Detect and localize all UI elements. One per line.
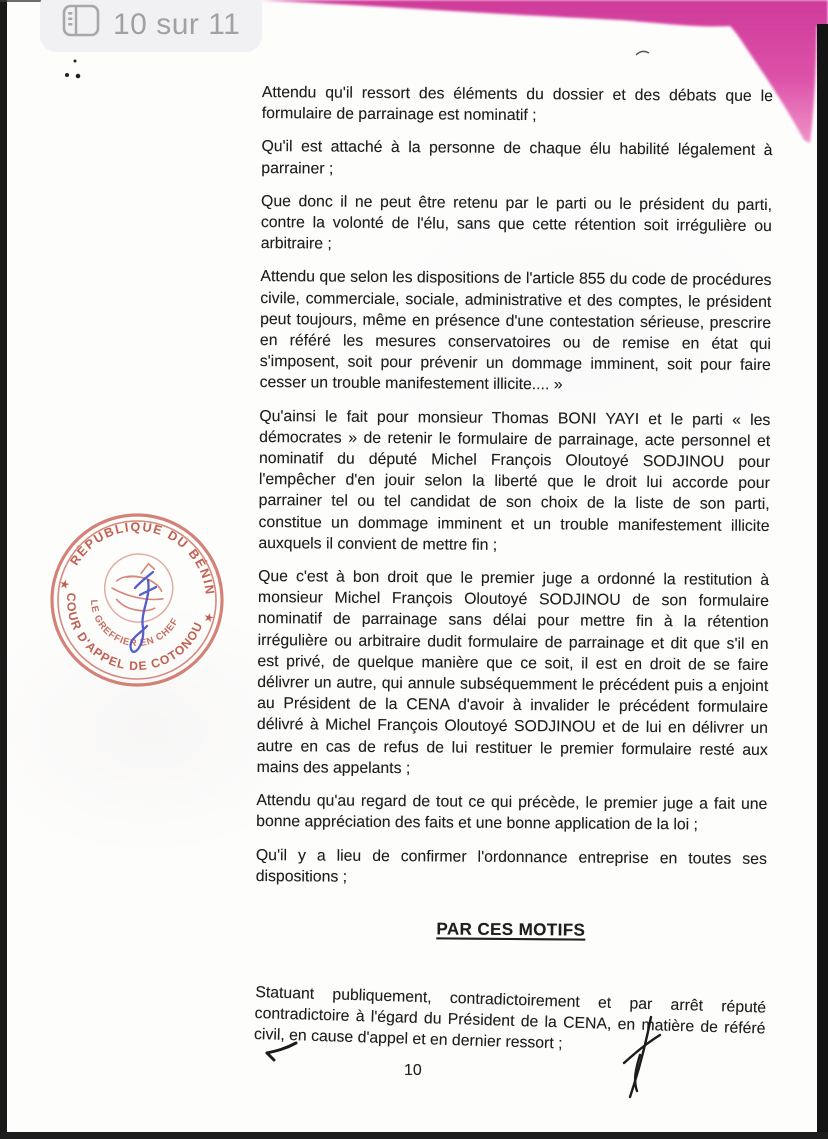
paragraph: Qu'ainsi le fait pour monsieur Thomas BONI YAYI et le parti « les démocrates » de retenir le formulaire de parrainage, acte personnel et nominatif du député Michel François Oloutoyé SODJINOU pour l'empêcher d'en jouir selon la liberté que le droit lui accorde pour parrainer tel ou tel candidat de son choix de la liste de son parti, constitue un dommage imminent et un trouble manifestement illicite auxquels il convient de mettre fin ; <box>258 407 771 554</box>
stamp-top-text: RÉPUBLIQUE DU BÉNIN <box>67 519 218 597</box>
hook-mark <box>267 1043 296 1060</box>
page-number: 10 <box>404 1062 422 1079</box>
stamp-inner-text: LE GREFFIER EN CHEF <box>87 599 182 650</box>
ink-dots <box>65 60 80 79</box>
stamp-bottom-text: COUR D'APPEL DE COTONOU <box>63 592 206 674</box>
motifs-heading: PAR CES MOTIFS <box>436 919 586 940</box>
paragraph: Que c'est à bon droit que le premier juge a ordonné la restitution à monsieur Michel François Oloutoyé SODJINOU de son formulaire nominatif de parrainage sans délai pour mettre fin à la rétention irrégulière ou arbitraire dudit formulaire de parrainage et dit que s'il en est privé, de quelque manière que ce soit, il est en droit de se faire délivrer un autre, qui annule subséquemment le précédent puis a enjoint au Président de la CENA d'avoir à invalider le précédent formulaire délivré à Michel François Oloutoyé SODJINOU et de lui en délivrer un autre en cas de refus de lui restituer le premier formulaire resté aux mains des appelants ; <box>256 568 770 778</box>
paragraph: Attendu que selon les dispositions de l'article 855 du code de procédures civile, commerciale, sociale, administrative et des comptes, le président peut toujours, même en présence d'une contestation sérieuse, prescrire en référé les mesures conservatoires ou de remise en état qui s'imposent, soit pour prévenir un dommage imminent, soit pour faire cesser un trouble manifestement illicite.... » <box>259 268 772 394</box>
paragraph: Qu'il y a lieu de confirmer l'ordonnance entreprise en toutes ses dispositions ; <box>255 846 767 886</box>
stamp-star-right: ★ <box>202 609 216 626</box>
stamp-star-left: ★ <box>57 576 72 593</box>
scan-right-edge <box>817 24 828 1139</box>
scan-top-edge <box>0 0 44 2</box>
scan-bottom-edge <box>0 1132 828 1139</box>
closing-paragraph: Statuant publiquement, contradictoirement et par arrêt réputé contradictoire à l'égard du Président de la CENA, en matière de référé civil, en cause d'appel et en dernier ressort ; <box>253 984 767 1053</box>
paragraph: Qu'il est attaché à la personne de chaque élu habilité légalement à parrainer ; <box>261 138 773 178</box>
paraph-mark <box>624 1017 660 1097</box>
page-indicator-label: 10 sur 11 <box>113 7 241 41</box>
paragraph: Que donc il ne peut être retenu par le parti ou le président du parti, contre la volonté de l'élu, sans que cette rétention soit irrégulière ou arbitraire ; <box>260 192 773 253</box>
paragraph: Attendu qu'il ressort des éléments du dossier et des débats que le formulaire de parrainage est nominatif ; <box>261 83 773 125</box>
reader-pages-icon <box>62 4 100 37</box>
scan-left-edge <box>0 0 7 1139</box>
pen-speck <box>636 51 649 55</box>
page-indicator-pill[interactable] <box>40 0 262 52</box>
paragraph: Attendu qu'au regard de tout ce qui précède, le premier juge a fait une bonne appréciation des faits et une bonne application de la loi ; <box>256 792 768 834</box>
